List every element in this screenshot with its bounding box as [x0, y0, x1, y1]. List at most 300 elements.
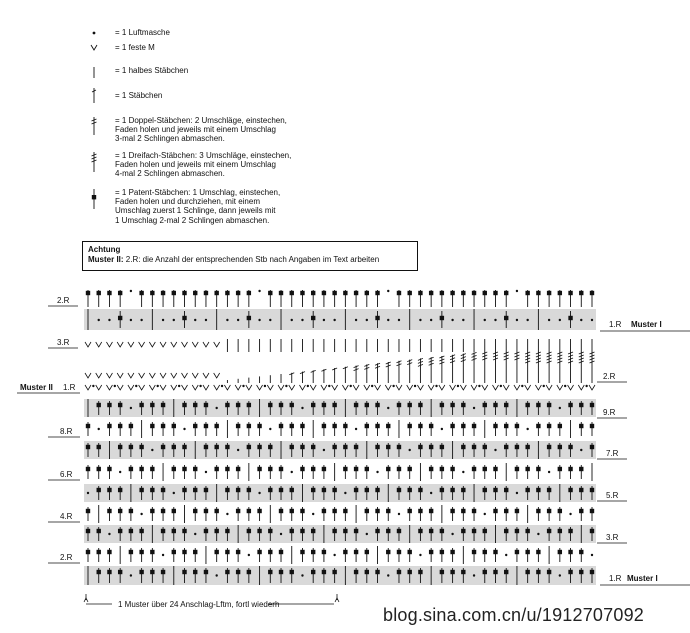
- chain-dot: [387, 290, 389, 292]
- sc-mark: [149, 385, 155, 390]
- patent-mark: [547, 509, 551, 513]
- chain-dot: [130, 290, 132, 292]
- patent-mark: [247, 403, 251, 407]
- patent-mark: [268, 403, 272, 407]
- row-band: [84, 309, 596, 330]
- patent-mark: [161, 570, 165, 574]
- row-label: 2.R: [57, 296, 70, 305]
- chain-dot: [291, 319, 293, 321]
- patent-mark: [225, 291, 229, 295]
- patent-mark: [493, 509, 497, 513]
- patent-mark: [247, 488, 251, 492]
- patent-mark: [375, 445, 379, 449]
- patent-mark: [322, 570, 326, 574]
- patent-mark: [525, 550, 529, 554]
- patent-mark: [493, 488, 497, 492]
- patent-mark: [547, 570, 551, 574]
- chain-dot: [580, 449, 582, 451]
- chain-dot: [457, 385, 459, 387]
- chain-dot: [537, 533, 539, 535]
- patent-mark: [86, 467, 90, 471]
- chain-dot: [312, 513, 314, 515]
- patent-mark: [268, 550, 272, 554]
- sc-mark: [235, 385, 241, 390]
- patent-mark: [322, 467, 326, 471]
- sc-mark: [117, 385, 123, 390]
- patent-mark: [515, 509, 519, 513]
- chain-dot: [387, 319, 389, 321]
- patent-mark: [129, 550, 133, 554]
- patent-mark: [375, 570, 379, 574]
- chain-dot: [173, 492, 175, 494]
- patent-mark: [547, 529, 551, 533]
- patent-mark: [365, 570, 369, 574]
- patent-mark: [504, 424, 508, 428]
- sc-mark: [203, 342, 209, 347]
- patent-mark: [204, 403, 208, 407]
- patent-mark: [343, 509, 347, 513]
- patent-mark: [129, 529, 133, 533]
- patent-mark: [343, 550, 347, 554]
- patent-mark: [472, 467, 476, 471]
- chain-dot: [371, 385, 373, 387]
- patent-mark: [354, 291, 358, 295]
- patent-mark: [450, 488, 454, 492]
- chain-dot: [505, 554, 507, 556]
- patent-mark: [257, 509, 261, 513]
- chain-dot: [441, 428, 443, 430]
- patent-mark: [418, 424, 422, 428]
- sc-mark: [396, 385, 402, 390]
- sc-mark: [139, 373, 145, 378]
- sc-mark: [450, 385, 456, 390]
- patent-mark: [525, 445, 529, 449]
- chain-dot: [215, 574, 217, 576]
- chain-dot: [591, 554, 593, 556]
- sc-mark: [106, 342, 112, 347]
- patent-mark: [515, 424, 519, 428]
- patent-mark: [525, 291, 529, 295]
- patent-mark: [375, 488, 379, 492]
- patent-mark: [172, 550, 176, 554]
- patent-mark: [568, 488, 572, 492]
- patent-mark: [354, 445, 358, 449]
- patent-mark: [483, 570, 487, 574]
- patent-mark: [332, 445, 336, 449]
- chain-dot: [387, 407, 389, 409]
- sc-mark: [182, 342, 188, 347]
- patent-mark: [450, 291, 454, 295]
- chain-dot: [473, 574, 475, 576]
- patent-mark: [472, 291, 476, 295]
- patent-mark: [300, 509, 304, 513]
- legend-text: = 1 halbes Stäbchen: [115, 66, 189, 75]
- patent-mark: [536, 488, 540, 492]
- patent-mark: [204, 488, 208, 492]
- row-label: 4.R: [60, 512, 73, 521]
- sc-mark: [160, 342, 166, 347]
- patent-mark: [461, 445, 465, 449]
- sc-mark: [385, 385, 391, 390]
- patent-mark: [236, 570, 240, 574]
- patent-mark: [86, 529, 90, 533]
- patent-mark: [568, 445, 572, 449]
- pattern-label: Muster I: [627, 574, 658, 583]
- patent-mark: [322, 291, 326, 295]
- chain-dot: [355, 428, 357, 430]
- patent-mark: [440, 550, 444, 554]
- patent-mark: [590, 445, 594, 449]
- patent-mark: [290, 403, 294, 407]
- patent-mark: [558, 445, 562, 449]
- patent-mark: [172, 291, 176, 295]
- chain-dot: [215, 407, 217, 409]
- patent-mark: [225, 529, 229, 533]
- chain-dot: [301, 574, 303, 576]
- patent-mark: [590, 403, 594, 407]
- patent-mark: [440, 316, 444, 320]
- patent-mark: [97, 445, 101, 449]
- patent-mark: [150, 424, 154, 428]
- patent-mark: [161, 403, 165, 407]
- patent-mark: [590, 291, 594, 295]
- sc-mark: [139, 385, 145, 390]
- patent-mark: [397, 403, 401, 407]
- sc-mark: [224, 385, 230, 390]
- patent-mark: [332, 488, 336, 492]
- patent-mark: [161, 445, 165, 449]
- chain-dot: [344, 492, 346, 494]
- patent-mark: [204, 424, 208, 428]
- patent-mark: [493, 467, 497, 471]
- chain-dot: [280, 533, 282, 535]
- chain-dot: [119, 471, 121, 473]
- legend-text: = 1 Patent-Stäbchen: 1 Umschlag, einstechen, Faden holen und durchziehen, mit einem Umschlag zuerst 1 Schlinge, dann jeweils mit 1 Umschlag 2-mal 2 Schlingen abmaschen.: [115, 188, 281, 225]
- patent-mark: [247, 509, 251, 513]
- patent-mark: [247, 570, 251, 574]
- sc-mark: [149, 373, 155, 378]
- chain-dot: [392, 385, 394, 387]
- chain-dot: [269, 428, 271, 430]
- patent-mark: [343, 467, 347, 471]
- patent-mark: [139, 570, 143, 574]
- chain-dot: [355, 319, 357, 321]
- patent-mark: [504, 570, 508, 574]
- chain-dot: [264, 385, 266, 387]
- sc-mark: [546, 385, 552, 390]
- chain-dot: [221, 385, 223, 387]
- patent-mark: [429, 550, 433, 554]
- chain-dot: [183, 428, 185, 430]
- chain-dot: [494, 449, 496, 451]
- patent-mark: [461, 291, 465, 295]
- sc-mark: [568, 385, 574, 390]
- patent-mark: [504, 445, 508, 449]
- sc-mark: [171, 373, 177, 378]
- chain-dot: [130, 319, 132, 321]
- patent-mark: [525, 529, 529, 533]
- patent-mark: [107, 509, 111, 513]
- patent-mark: [397, 291, 401, 295]
- chain-dot: [435, 385, 437, 387]
- chain-dot: [516, 319, 518, 321]
- patent-mark: [247, 424, 251, 428]
- patent-mark: [311, 445, 315, 449]
- sc-mark: [289, 385, 295, 390]
- patent-mark: [429, 291, 433, 295]
- chain-dot: [258, 290, 260, 292]
- sc-mark: [310, 385, 316, 390]
- patent-mark: [311, 316, 315, 320]
- patent-mark: [504, 509, 508, 513]
- patent-mark: [504, 403, 508, 407]
- patent-mark: [86, 424, 90, 428]
- row-label: 3.R: [606, 533, 619, 542]
- sc-mark: [332, 385, 338, 390]
- patent-mark: [193, 424, 197, 428]
- sc-mark: [192, 385, 198, 390]
- patent-mark: [579, 509, 583, 513]
- row-label: 7.R: [606, 449, 619, 458]
- patent-mark: [568, 570, 572, 574]
- patent-mark: [440, 488, 444, 492]
- patent-mark: [214, 529, 218, 533]
- patent-mark: [579, 403, 583, 407]
- patent-mark: [311, 488, 315, 492]
- chain-dot: [451, 533, 453, 535]
- patent-mark: [493, 570, 497, 574]
- patent-mark: [268, 488, 272, 492]
- patent-mark: [279, 291, 283, 295]
- patent-mark: [579, 488, 583, 492]
- patent-mark: [590, 488, 594, 492]
- patent-mark: [418, 529, 422, 533]
- patent-mark: [525, 488, 529, 492]
- patent-mark: [172, 529, 176, 533]
- sc-mark: [321, 385, 327, 390]
- patent-mark: [129, 467, 133, 471]
- patent-mark: [354, 570, 358, 574]
- chain-dot: [419, 554, 421, 556]
- patent-mark: [97, 291, 101, 295]
- row-band: [84, 441, 596, 459]
- patent-mark: [204, 291, 208, 295]
- patent-mark: [236, 467, 240, 471]
- patent-mark: [450, 509, 454, 513]
- patent-mark: [86, 550, 90, 554]
- patent-mark: [150, 291, 154, 295]
- sc-mark: [160, 373, 166, 378]
- patent-mark: [107, 488, 111, 492]
- patent-mark: [247, 445, 251, 449]
- sc-mark: [171, 342, 177, 347]
- patent-mark: [429, 509, 433, 513]
- chain-dot: [301, 407, 303, 409]
- patent-mark: [150, 467, 154, 471]
- row-label: 1.R: [609, 574, 622, 583]
- patent-mark: [300, 529, 304, 533]
- patent-mark: [579, 550, 583, 554]
- patent-mark: [322, 550, 326, 554]
- sc-mark: [246, 385, 252, 390]
- chain-dot: [87, 492, 89, 494]
- sc-mark: [106, 373, 112, 378]
- patent-mark: [204, 529, 208, 533]
- row-label: 5.R: [606, 491, 619, 500]
- patent-mark: [558, 550, 562, 554]
- patent-mark: [386, 467, 390, 471]
- chain-dot: [366, 319, 368, 321]
- row-bands: [84, 309, 596, 585]
- patent-mark: [343, 529, 347, 533]
- patent-mark: [322, 488, 326, 492]
- patent-mark: [182, 291, 186, 295]
- patent-mark: [397, 570, 401, 574]
- row-band: [84, 484, 596, 502]
- patent-mark: [568, 529, 572, 533]
- sc-mark: [589, 385, 595, 390]
- patent-mark: [257, 424, 261, 428]
- row-label: 2.R: [60, 553, 73, 562]
- chain-dot: [242, 385, 244, 387]
- patent-mark: [408, 424, 412, 428]
- patent-mark: [375, 403, 379, 407]
- sc-mark: [267, 385, 273, 390]
- repeat-note: 1 Muster über 24 Anschlag-Lftm, fortl wiederh: [118, 600, 280, 609]
- sc-mark: [214, 373, 220, 378]
- row-label: 3.R: [57, 338, 70, 347]
- patent-mark: [118, 570, 122, 574]
- patent-mark: [97, 467, 101, 471]
- sc-mark: [407, 385, 413, 390]
- patent-mark: [375, 424, 379, 428]
- patent-mark: [150, 403, 154, 407]
- patent-mark: [343, 424, 347, 428]
- sc-mark: [417, 385, 423, 390]
- sc-mark: [214, 385, 220, 390]
- chain-dot: [205, 319, 207, 321]
- patent-mark: [214, 550, 218, 554]
- chain-dot: [580, 319, 582, 321]
- patent-mark: [365, 509, 369, 513]
- row-label: 1.R: [63, 383, 76, 392]
- patent-mark: [311, 403, 315, 407]
- chain-dot: [108, 533, 110, 535]
- patent-mark: [118, 529, 122, 533]
- patent-mark: [279, 467, 283, 471]
- patent-mark: [450, 570, 454, 574]
- chain-dot: [366, 533, 368, 535]
- patent-mark: [493, 424, 497, 428]
- patent-mark: [354, 529, 358, 533]
- chain-dot: [323, 319, 325, 321]
- chain-dot: [516, 492, 518, 494]
- chain-dot: [500, 385, 502, 387]
- patent-mark: [397, 445, 401, 449]
- patent-mark: [472, 550, 476, 554]
- patent-mark: [86, 509, 90, 513]
- patent-mark: [558, 291, 562, 295]
- chain-dot: [140, 319, 142, 321]
- chain-dot: [199, 385, 201, 387]
- patent-mark: [86, 291, 90, 295]
- patent-mark: [214, 291, 218, 295]
- chain-dot: [409, 449, 411, 451]
- patent-mark: [247, 529, 251, 533]
- patent-mark: [558, 509, 562, 513]
- patent-mark: [311, 570, 315, 574]
- chain-dot: [226, 319, 228, 321]
- patent-mark: [290, 291, 294, 295]
- chain-dot: [194, 533, 196, 535]
- patent-mark: [536, 509, 540, 513]
- patent-mark: [161, 529, 165, 533]
- patent-mark: [440, 445, 444, 449]
- patent-mark: [418, 445, 422, 449]
- patent-mark: [461, 424, 465, 428]
- sc-mark: [578, 385, 584, 390]
- sc-mark: [299, 385, 305, 390]
- patent-mark: [397, 550, 401, 554]
- notice-label: Muster II:: [88, 255, 124, 264]
- patent-mark: [429, 424, 433, 428]
- sc-mark: [117, 342, 123, 347]
- sc-mark: [353, 385, 359, 390]
- sc-mark: [106, 385, 112, 390]
- patent-mark: [118, 488, 122, 492]
- sc-mark: [535, 385, 541, 390]
- patent-mark: [354, 467, 358, 471]
- patent-mark: [472, 509, 476, 513]
- patent-mark: [568, 316, 572, 320]
- patent-mark: [193, 488, 197, 492]
- sc-mark: [192, 373, 198, 378]
- patent-mark: [182, 403, 186, 407]
- patent-mark: [172, 445, 176, 449]
- chain-dot: [569, 513, 571, 515]
- chain-dot: [301, 319, 303, 321]
- patent-mark: [257, 445, 261, 449]
- sc-mark: [471, 385, 477, 390]
- patent-mark: [547, 445, 551, 449]
- legend-text: = 1 Luftmasche: [115, 28, 170, 37]
- patent-mark: [429, 445, 433, 449]
- patent-mark: [107, 467, 111, 471]
- legend-text: = 1 Dreifach-Stäbchen: 3 Umschläge, einstechen, Faden holen und jeweils mit einem Umschlag 4-mal 2 Schlingen abmaschen.: [115, 151, 292, 179]
- patent-mark: [161, 291, 165, 295]
- patent-mark: [461, 570, 465, 574]
- patent-mark: [429, 467, 433, 471]
- patent-mark: [182, 445, 186, 449]
- patent-mark: [279, 403, 283, 407]
- patent-mark: [332, 570, 336, 574]
- patent-mark: [214, 467, 218, 471]
- chain-dot: [564, 385, 566, 387]
- legend-text: = 1 Stäbchen: [115, 91, 163, 100]
- patent-mark: [590, 424, 594, 428]
- patent-mark: [279, 550, 283, 554]
- patent-mark: [332, 424, 336, 428]
- patent-mark: [579, 570, 583, 574]
- patent-mark: [408, 291, 412, 295]
- patent-mark: [450, 403, 454, 407]
- chain-dot: [559, 407, 561, 409]
- chain-dot: [162, 319, 164, 321]
- patent-mark: [429, 529, 433, 533]
- patent-mark: [300, 467, 304, 471]
- patent-mark: [214, 424, 218, 428]
- patent-mark: [204, 445, 208, 449]
